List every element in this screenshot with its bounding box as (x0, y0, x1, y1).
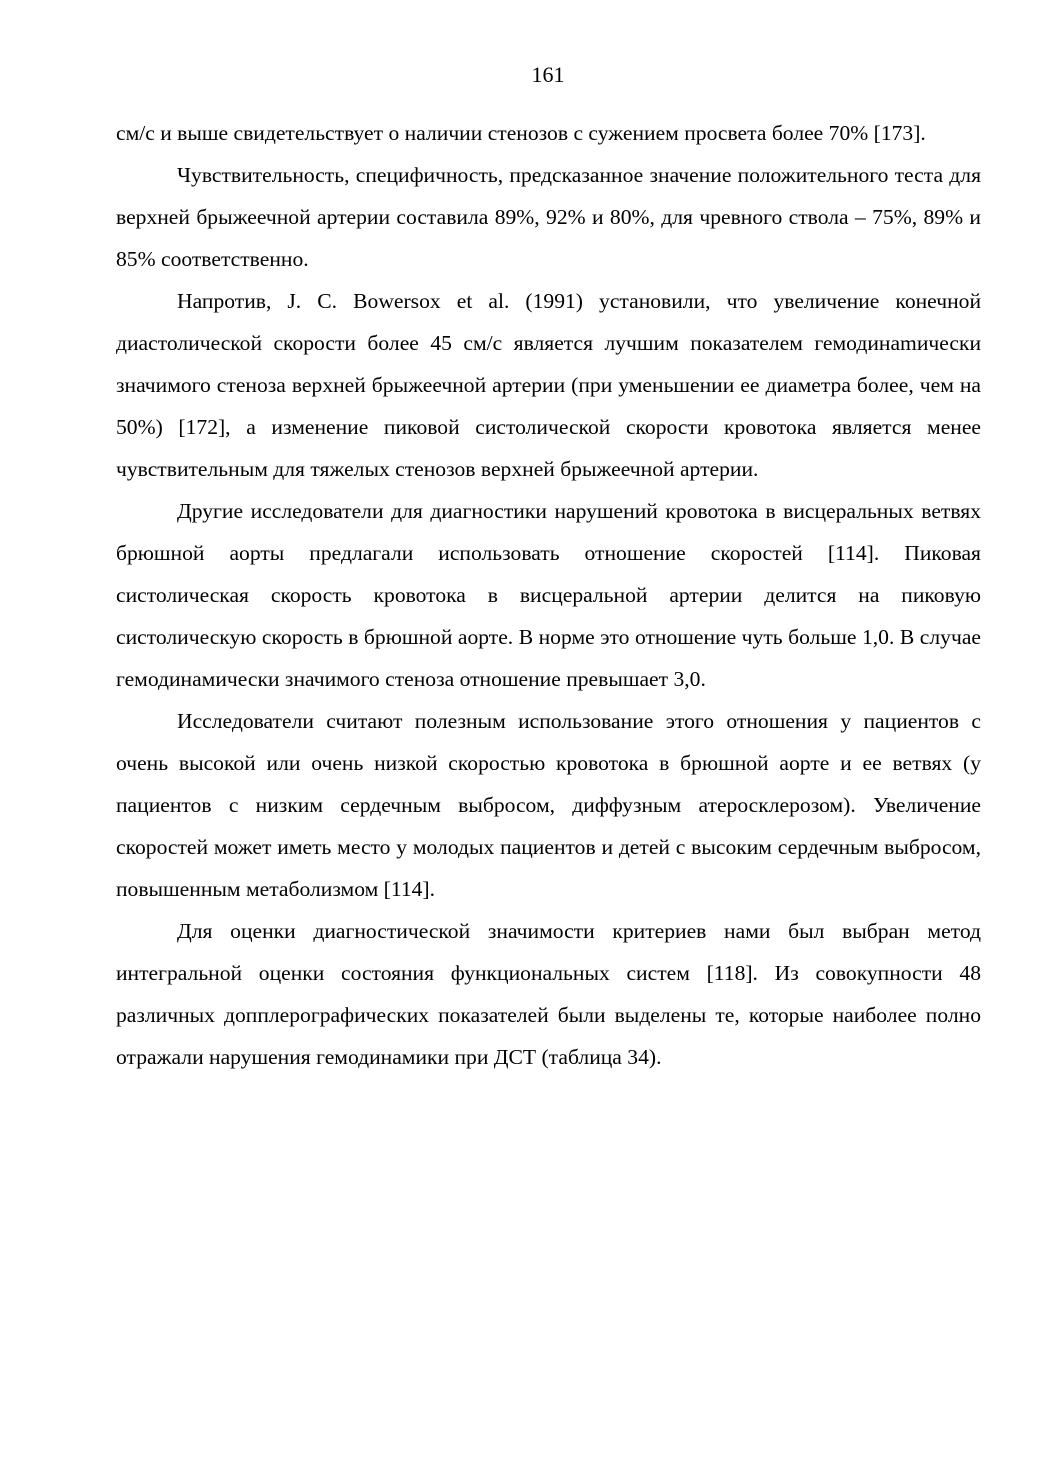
paragraph-method: Для оценки диагностической значимости критериев нами был выбран метод интегральной оценки состояния функциональных систем [118]. Из совокупности 48 различных допплерографических показателей были выделены те, которые наиболее полно отражали нарушения гемодинамики при ДСТ (таблица 34). (116, 919, 981, 1069)
paragraph-bowersox: Напротив, J. C. Bowersox et al. (1991) установили, что увеличение конечной диастолической скорости более 45 см/с является лучшим показателем гемодинаmически значимого стеноза верхней брыжеечной артерии (при уменьшении ее диаметра более, чем на 50%) [172], а изменение пиковой систолической скорости кровотока является менее чувствительным для тяжелых стенозов верхней брыжеечной артерии. (116, 289, 981, 481)
paragraph-continuation: см/с и выше свидетельствует о наличии стенозов с сужением просвета более 70% [173]. (116, 121, 926, 145)
paragraph-sensitivity: Чувствительность, специфичность, предсказанное значение положительного теста для верхней брыжеечной артерии составила 89%, 92% и 80%, для чревного ствола – 75%, 89% и 85% соответственно. (116, 163, 981, 271)
paragraph-ratio-usefulness: Исследователи считают полезным использование этого отношения у пациентов с очень высокой или очень низкой скоростью кровотока в брюшной аорте и ее ветвях (у пациентов с низким сердечным выбросом, диффузным атеросклерозом). Увеличение скоростей может иметь место у молодых пациентов и детей с высоким сердечным выбросом, повышенным метаболизмом [114]. (116, 709, 981, 901)
paragraph-velocity-ratio: Другие исследователи для диагностики нарушений кровотока в висцеральных ветвях брюшной аорты предлагали использовать отношение скоростей [114]. Пиковая систолическая скорость кровотока в висцеральной артерии делится на пиковую систолическую скорость в брюшной аорте. В норме это отношение чуть больше 1,0. В случае гемодинамически значимого стеноза отношение превышает 3,0. (116, 499, 981, 691)
page-number: 161 (531, 62, 565, 87)
body-text (116, 112, 981, 1078)
